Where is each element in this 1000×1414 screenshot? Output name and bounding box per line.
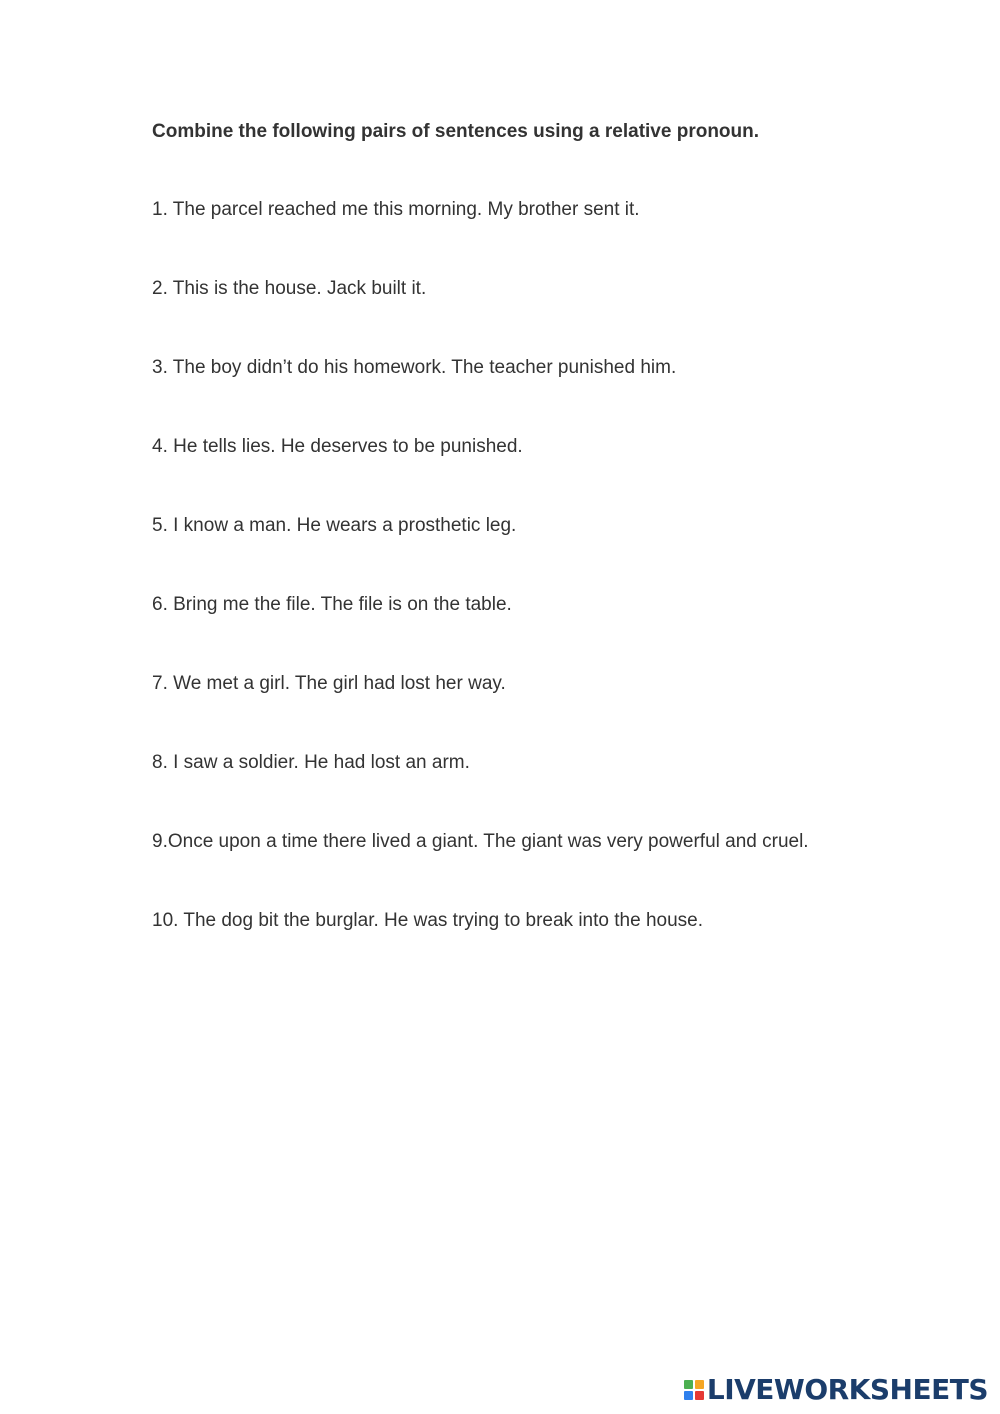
- worksheet: [152, 120, 952, 988]
- exercise-item-8: 8. I saw a soldier. He had lost an arm.: [152, 752, 470, 773]
- exercise-item-1: 1. The parcel reached me this morning. My brother sent it.: [152, 199, 640, 220]
- exercise-item-9: 9.Once upon a time there lived a giant. The giant was very powerful and cruel.: [152, 831, 809, 852]
- exercise-item-10: 10. The dog bit the burglar. He was trying to break into the house.: [152, 910, 703, 931]
- liveworksheets-logo-icon: [684, 1380, 704, 1400]
- exercise-item-6: 6. Bring me the file. The file is on the table.: [152, 594, 512, 615]
- logo-tile-3: [684, 1391, 693, 1400]
- logo-tile-2: [695, 1380, 704, 1389]
- logo-tile-1: [684, 1380, 693, 1389]
- exercise-item-4: 4. He tells lies. He deserves to be punished.: [152, 436, 523, 457]
- exercise-list: [152, 198, 952, 933]
- liveworksheets-brand: [684, 1374, 988, 1406]
- exercise-item-7: 7. We met a girl. The girl had lost her way.: [152, 673, 506, 694]
- brand-wordmark: LIVEWORKSHEETS: [706, 1373, 988, 1406]
- instruction-heading: Combine the following pairs of sentences using a relative pronoun.: [152, 121, 760, 142]
- exercise-item-2: 2. This is the house. Jack built it.: [152, 278, 427, 299]
- exercise-item-3: 3. The boy didn’t do his homework. The teacher punished him.: [152, 357, 677, 378]
- exercise-item-5: 5. I know a man. He wears a prosthetic leg.: [152, 515, 517, 536]
- logo-tile-4: [695, 1391, 704, 1400]
